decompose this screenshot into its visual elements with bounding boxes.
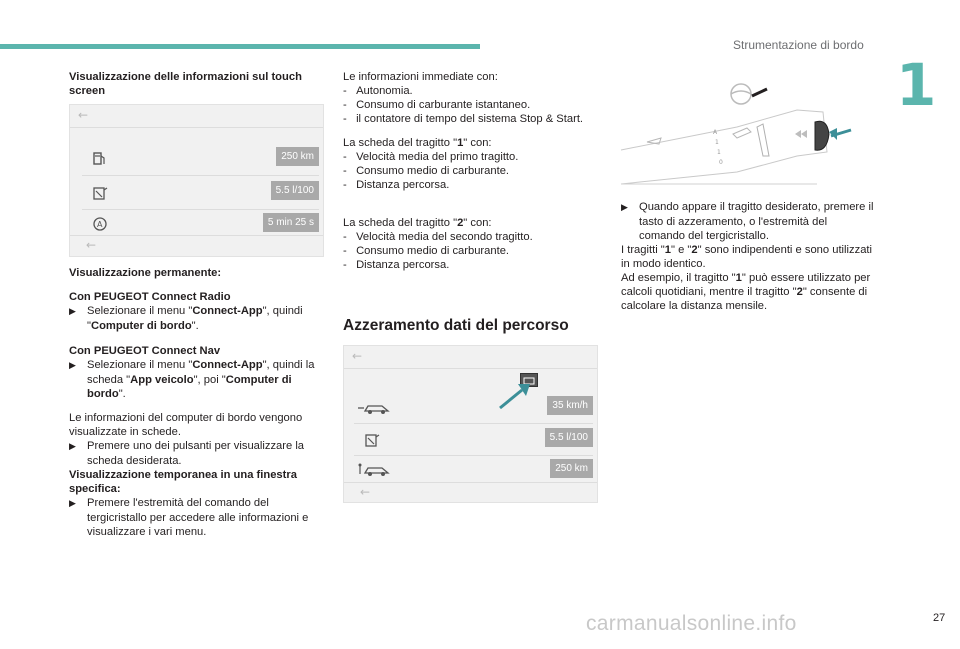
right-paragraph-1: I tragitti "1" e "2" sono indipendenti e sono utilizzati in modo identico.	[621, 244, 873, 270]
reset-distance-value: 250 km	[550, 459, 593, 478]
temporary-display-title: Visualizzazione temporanea in una finestra specifica:	[69, 469, 297, 495]
screen-footer	[70, 235, 323, 258]
trip2-item: - Distanza percorsa.	[343, 259, 450, 271]
temporary-display-bullet: ▶ Premere l'estremità del comando del tergicristallo per accedere alle informazioni e visualizzare i vari menu.	[69, 497, 309, 538]
radio-instruction: ▶ Selezionare il menu "Connect-App", quindi "Computer di bordo".	[69, 305, 303, 332]
left-column-body	[69, 266, 324, 539]
stop-start-icon	[92, 216, 108, 232]
trip-screen-reset	[343, 345, 598, 503]
immediate-item: - Consumo di carburante istantaneo.	[343, 99, 531, 111]
stalk-mark: A	[713, 129, 718, 136]
immediate-item: - il contatore di tempo del sistema Stop & Start.	[343, 113, 584, 125]
nav-title: Con PEUGEOT Connect Nav	[69, 345, 221, 357]
fuel-pump-icon	[92, 151, 108, 167]
trip1-item: - Consumo medio di carburante.	[343, 165, 510, 177]
reset-speed-value: 35 km/h	[547, 396, 593, 415]
range-value: 250 km	[276, 147, 319, 166]
back-arrow-icon[interactable]: ←	[360, 485, 371, 499]
trip1-item: - Distanza percorsa.	[343, 179, 450, 191]
trip2-intro: La scheda del tragitto "2" con:	[343, 217, 492, 229]
bullet-marker: ▶	[69, 361, 76, 371]
right-column	[621, 200, 876, 313]
back-arrow-icon[interactable]: ←	[78, 108, 89, 122]
svg-text:A: A	[97, 220, 103, 229]
screen-footer	[344, 482, 597, 505]
bullet-marker: ▶	[621, 203, 628, 213]
immediate-item: - Autonomia.	[343, 85, 413, 97]
middle-column	[343, 70, 593, 272]
stop-start-time-value: 5 min 25 s	[263, 213, 319, 232]
bullet-marker: ▶	[69, 307, 76, 317]
distance-icon	[358, 463, 392, 477]
screen-row	[82, 177, 319, 210]
section-title: Azzeramento dati del percorso	[343, 317, 569, 334]
trip-screen-left	[69, 104, 324, 257]
screen-header	[344, 346, 597, 369]
info-text: Le informazioni del computer di bordo vengono visualizzate in schede.	[69, 412, 303, 438]
page-number: 27	[933, 612, 946, 624]
back-arrow-icon[interactable]: ←	[86, 238, 97, 252]
trip1-intro: La scheda del tragitto "1" con:	[343, 137, 492, 149]
fuel-consumption-icon	[92, 185, 110, 201]
consumption-value: 5.5 l/100	[271, 181, 319, 200]
wiper-stalk-illustration	[617, 72, 857, 192]
trip2-item: - Consumo medio di carburante.	[343, 245, 510, 257]
immediate-intro: Le informazioni immediate con:	[343, 71, 498, 83]
screen-row	[354, 393, 593, 424]
screen-header	[70, 105, 323, 128]
header-accent-bar	[0, 44, 480, 49]
left-title: Visualizzazione delle informazioni sul touch screen	[69, 71, 302, 97]
stalk-mark: 1	[715, 139, 719, 146]
screen-row	[354, 457, 593, 485]
watermark: carmanualsonline.info	[586, 612, 797, 635]
header-title: Strumentazione di bordo	[733, 38, 864, 52]
right-bullet: ▶ Quando appare il tragitto desiderato, premere il tasto di azzeramento, o l'estremità del comando del tergicristallo.	[621, 201, 874, 242]
left-column	[69, 70, 324, 98]
fuel-consumption-icon	[364, 432, 382, 448]
right-paragraph-2: Ad esempio, il tragitto "1" può essere utilizzato per calcoli quotidiani, mentre il tragitto "2" consente di calcolare la distanza mensile.	[621, 272, 871, 312]
average-speed-icon	[358, 401, 392, 415]
info-bullet: ▶ Premere uno dei pulsanti per visualizzare la scheda desiderata.	[69, 440, 305, 467]
trip2-item: - Velocità media del secondo tragitto.	[343, 231, 533, 243]
chapter-number: 1	[896, 51, 937, 119]
radio-title: Con PEUGEOT Connect Radio	[69, 291, 231, 303]
stalk-mark: 1	[717, 149, 721, 156]
steering-wheel-icon	[731, 84, 767, 104]
reset-consumption-value: 5.5 l/100	[545, 428, 593, 447]
screen-row	[82, 143, 319, 176]
nav-instruction: ▶ Selezionare il menu "Connect-App", quindi la scheda "App veicolo", poi "Computer di bordo".	[69, 359, 315, 400]
permanent-display-title: Visualizzazione permanente:	[69, 267, 222, 279]
stalk-mark: 0	[719, 159, 723, 166]
trip1-item: - Velocità media del primo tragitto.	[343, 151, 519, 163]
back-arrow-icon[interactable]: ←	[352, 349, 363, 363]
screen-row	[354, 425, 593, 456]
bullet-marker: ▶	[69, 442, 76, 452]
bullet-marker: ▶	[69, 499, 76, 509]
